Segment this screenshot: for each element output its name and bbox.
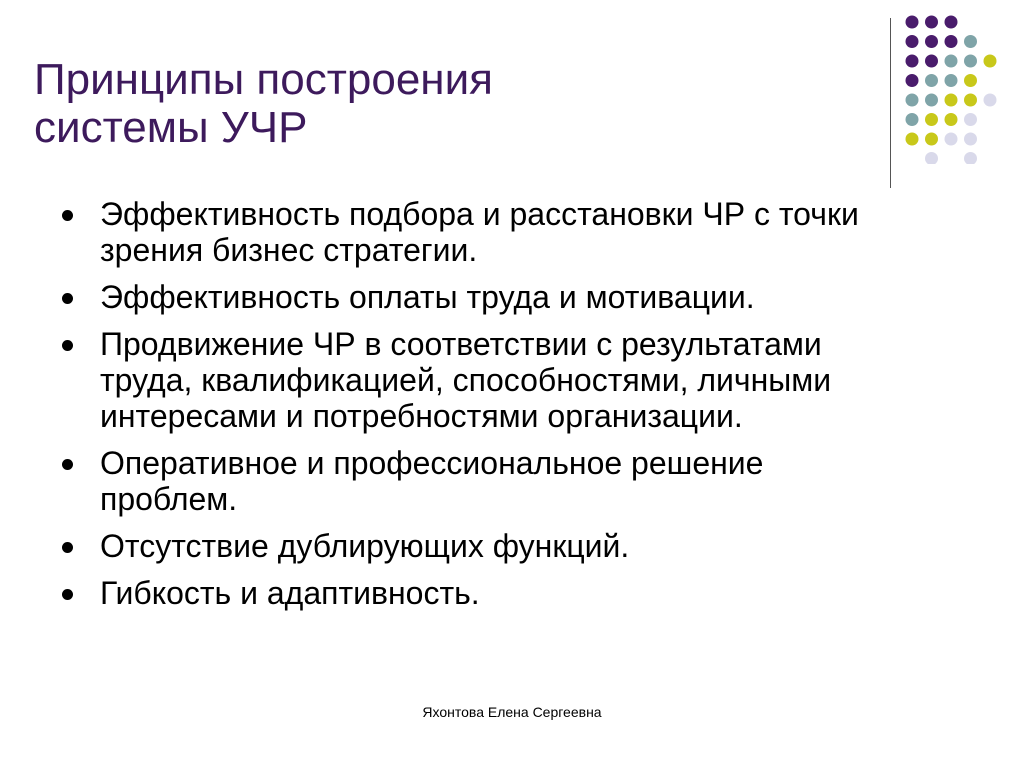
bullet-dot-icon [62, 293, 73, 304]
decorative-dot [964, 94, 977, 107]
decorative-dot [945, 16, 958, 29]
decorative-dot [964, 55, 977, 68]
footer-author: Яхонтова Елена Сергеевна [422, 704, 602, 720]
bullet-item [62, 326, 992, 434]
decorative-dot [925, 74, 938, 87]
decorative-dot [945, 133, 958, 146]
bullet-line: зрения бизнес стратегии. [100, 232, 478, 268]
decorative-dot [945, 55, 958, 68]
bullet-line: проблем. [100, 481, 238, 517]
bullet-line: интересами и потребностями организации. [100, 398, 743, 434]
bullet-line: Эффективность подбора и расстановки ЧР с точки [100, 196, 859, 232]
decorative-dot [925, 152, 938, 164]
bullet-item [62, 279, 992, 315]
decorative-dot [945, 74, 958, 87]
bullet-dot-icon [62, 542, 73, 553]
decorative-dot [964, 133, 977, 146]
title-line-2: системы УЧР [34, 103, 308, 152]
decorative-dot [925, 35, 938, 48]
bullet-dot-icon [62, 210, 73, 221]
decorative-dot [906, 113, 919, 126]
bullet-item [62, 575, 992, 611]
decorative-dot [906, 35, 919, 48]
bullet-item [62, 528, 992, 564]
decorative-dot [906, 16, 919, 29]
bullet-dot-icon [62, 340, 73, 351]
decorative-dot [925, 133, 938, 146]
slide-title [34, 56, 834, 152]
decorative-dot [984, 55, 997, 68]
bullet-line: Гибкость и адаптивность. [100, 575, 480, 611]
decorative-dot [906, 94, 919, 107]
decorative-dot [945, 35, 958, 48]
bullet-item [62, 196, 992, 268]
decorative-dot [925, 113, 938, 126]
decorative-dot [945, 94, 958, 107]
decorative-dot [906, 74, 919, 87]
decorative-dot [906, 55, 919, 68]
decorative-dot [964, 152, 977, 164]
bullet-line: Отсутствие дублирующих функций. [100, 528, 630, 564]
decorative-dot-grid [902, 14, 1012, 164]
vertical-divider [890, 18, 891, 188]
bullet-item [62, 445, 992, 517]
bullet-dot-icon [62, 589, 73, 600]
bullet-line: Эффективность оплаты труда и мотивации. [100, 279, 755, 315]
decorative-dot [925, 16, 938, 29]
decorative-dot [925, 55, 938, 68]
decorative-dot [964, 113, 977, 126]
bullet-line: Продвижение ЧР в соответствии с результатами [100, 326, 822, 362]
decorative-dot [925, 94, 938, 107]
bullet-line: труда, квалификацией, способностями, личными [100, 362, 832, 398]
bullet-line: Оперативное и профессиональное решение [100, 445, 764, 481]
decorative-dot [964, 74, 977, 87]
decorative-dot [964, 35, 977, 48]
decorative-dot [906, 133, 919, 146]
title-line-1: Принципы построения [34, 55, 493, 104]
bullet-dot-icon [62, 459, 73, 470]
decorative-dot [984, 94, 997, 107]
decorative-dot [945, 113, 958, 126]
bullet-list [62, 196, 992, 622]
